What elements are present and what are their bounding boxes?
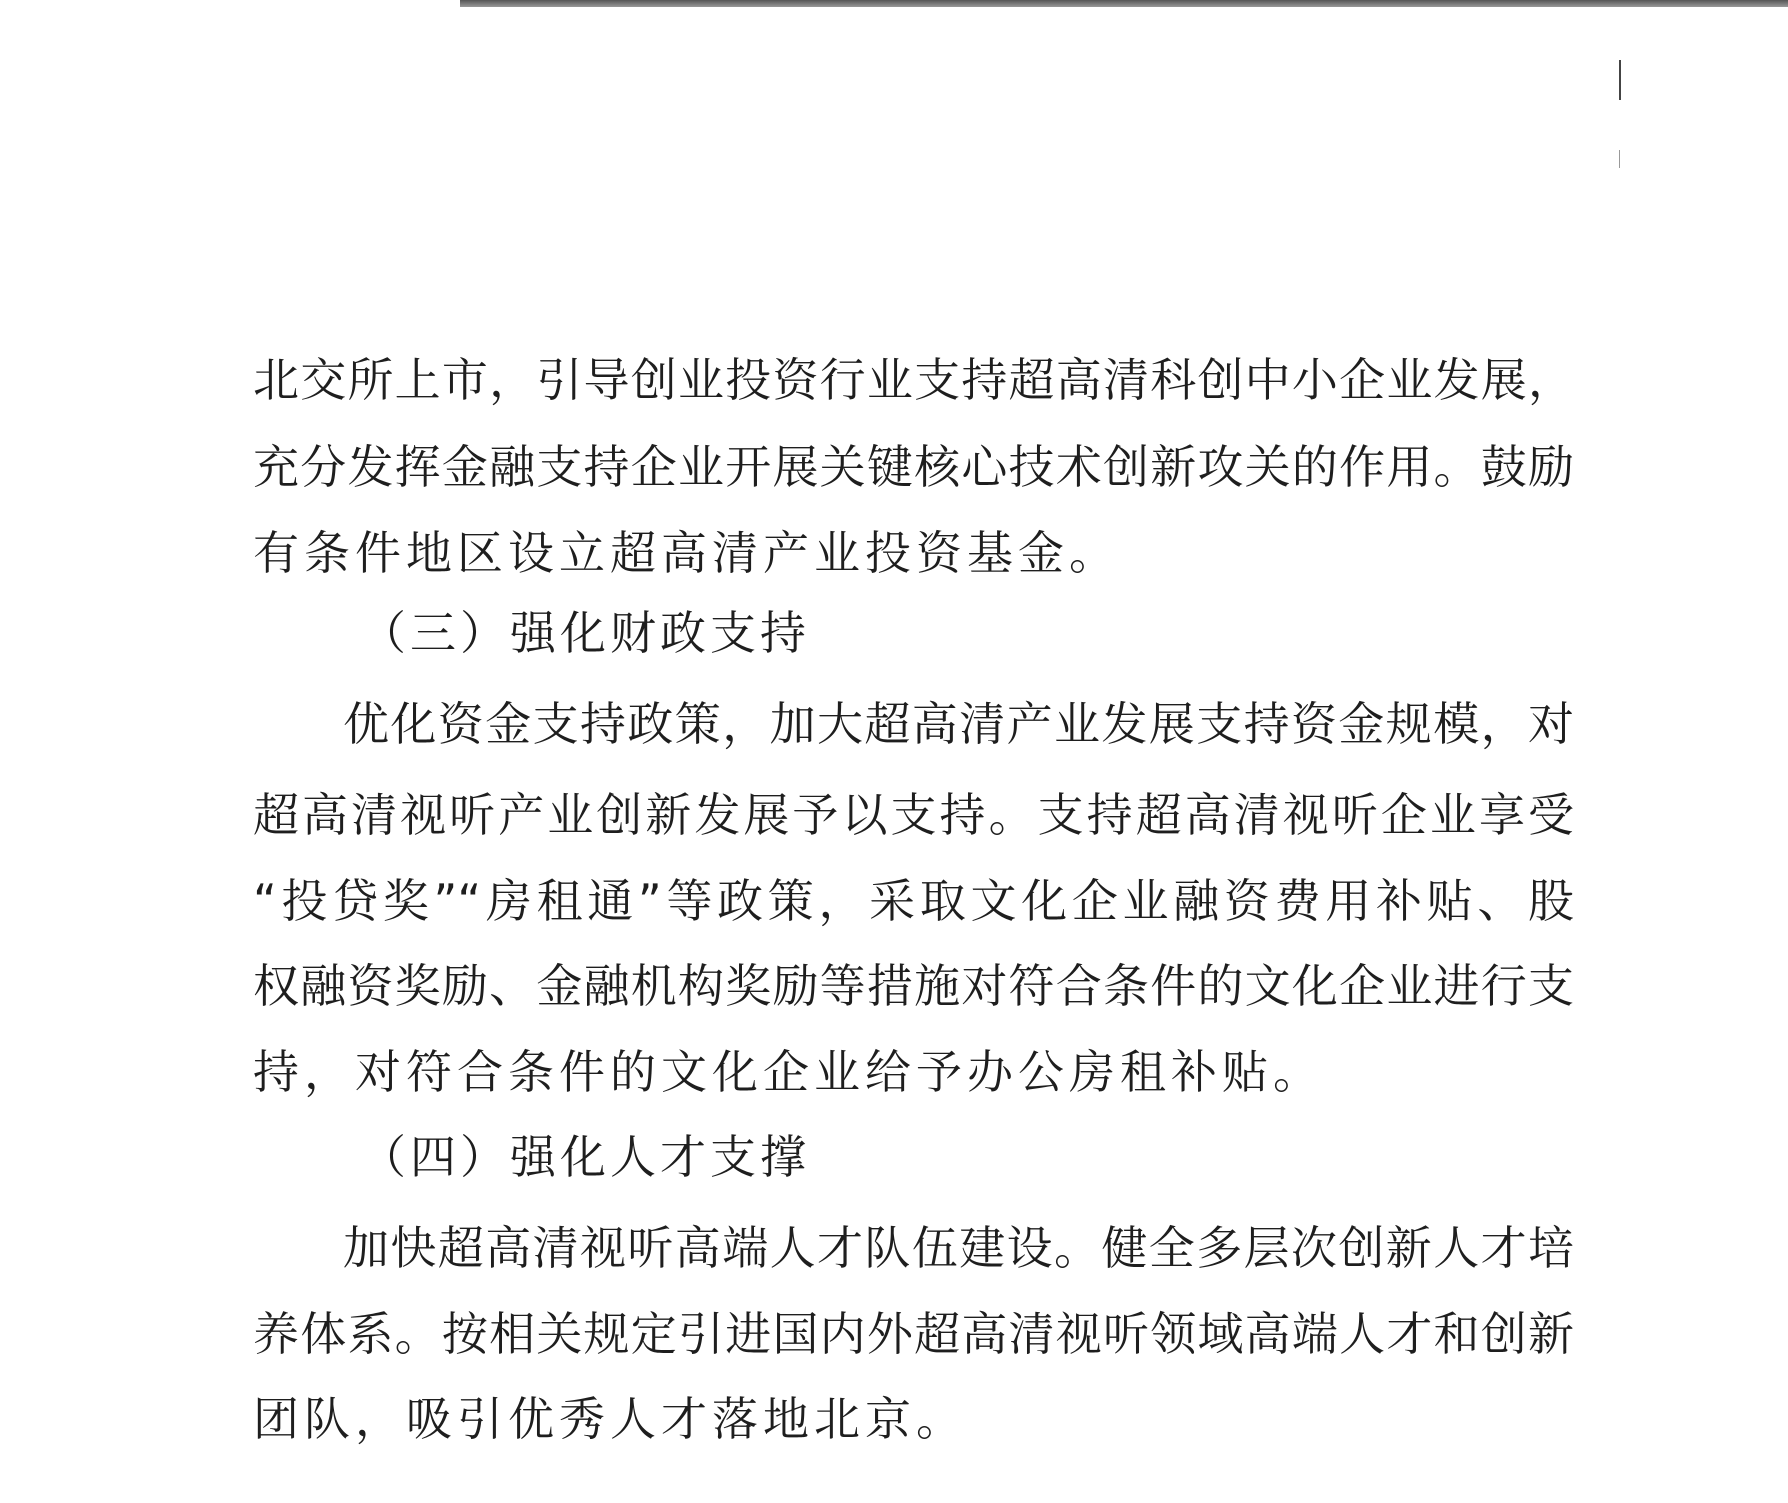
scan-margin-mark	[1619, 60, 1621, 100]
paragraph-line: 持，对符合条件的文化企业给予办公房租补贴。	[253, 1045, 1324, 1099]
paragraph-line: 养体系。按相关规定引进国内外超高清视听领域高端人才和创新	[253, 1307, 1574, 1361]
paragraph-line: 团队，吸引优秀人才落地北京。	[253, 1392, 967, 1446]
paragraph-line: 超高清视听产业创新发展予以支持。支持超高清视听企业享受	[253, 788, 1574, 842]
scan-margin-mark	[1619, 150, 1620, 168]
scan-edge-line	[460, 0, 1788, 7]
section-heading-3: （三）强化财政支持	[360, 606, 810, 660]
paragraph-line: 充分发挥金融支持企业开展关键核心技术创新攻关的作用。鼓励	[253, 440, 1574, 494]
paragraph-line: 北交所上市，引导创业投资行业支持超高清科创中小企业发展，	[253, 353, 1574, 407]
paragraph-line: “投贷奖”“房租通”等政策，采取文化企业融资费用补贴、股	[253, 874, 1574, 928]
paragraph-line: 权融资奖励、金融机构奖励等措施对符合条件的文化企业进行支	[253, 959, 1574, 1013]
paragraph-line: 优化资金支持政策，加大超高清产业发展支持资金规模，对	[343, 697, 1574, 751]
section-heading-4: （四）强化人才支撑	[360, 1130, 810, 1184]
paragraph-line: 加快超高清视听高端人才队伍建设。健全多层次创新人才培	[343, 1221, 1574, 1275]
paragraph-line: 有条件地区设立超高清产业投资基金。	[253, 526, 1120, 580]
